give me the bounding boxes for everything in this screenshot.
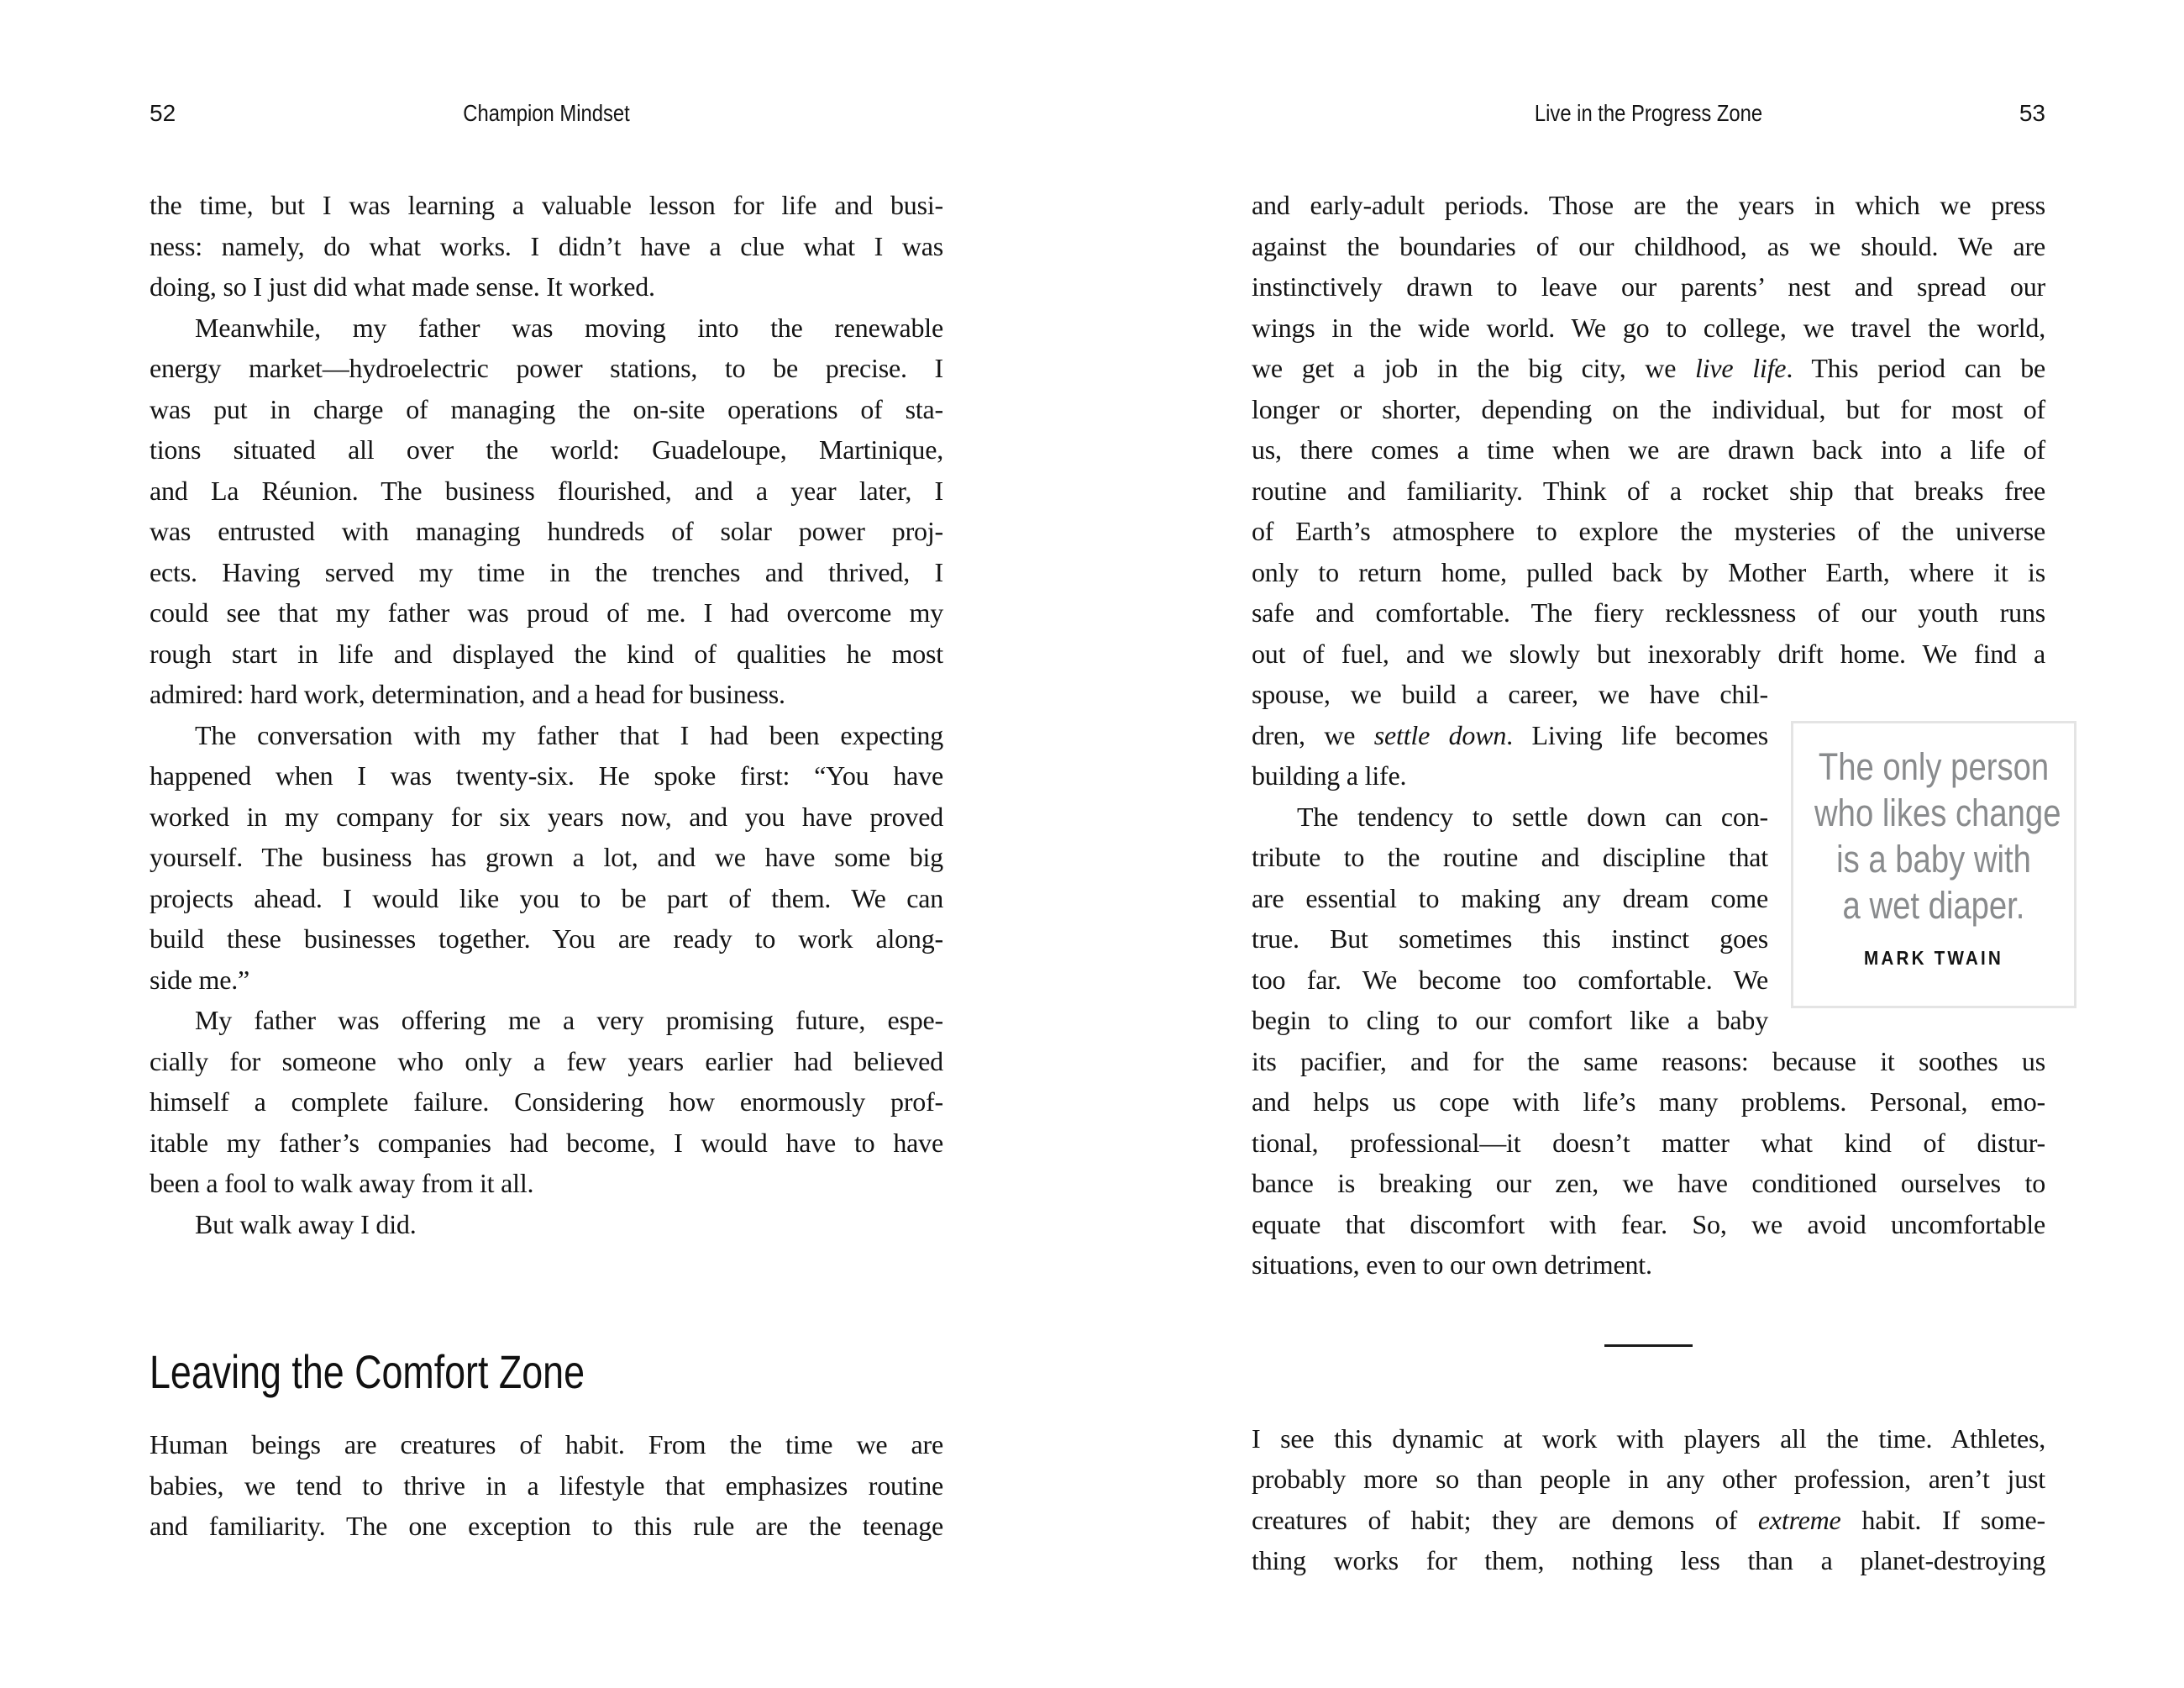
left-page-number: 52 (150, 100, 176, 126)
text-line: side me.” (150, 964, 250, 995)
text-line: begin to cling to our comfort like a baby (1252, 1005, 1768, 1035)
text-line: wings in the wide world. We go to college, we travel the world, (1252, 312, 2045, 343)
text-line: probably more so than people in any other profession, aren’t just (1252, 1464, 2045, 1494)
text-line: tribute to the routine and discipline that (1252, 842, 1768, 872)
text-line: creatures of habit; they are demons of extreme habit. If some- (1252, 1504, 2045, 1535)
text-line: us, there comes a time when we are drawn back into a life of (1252, 434, 2045, 465)
text-line: But walk away I did. (195, 1208, 417, 1239)
pull-quote-line: is a baby with (1836, 838, 2031, 881)
text-line: and familiarity. The one exception to this rule are the teenage (150, 1511, 943, 1541)
text-line: build these businesses together. You are ready to work along- (150, 923, 943, 954)
pull-quote-attribution: MARK TWAIN (1863, 947, 2004, 969)
left-page-text-column (150, 185, 943, 1547)
pull-quote-line: The only person (1818, 745, 2050, 788)
text-line: ects. Having served my time in the trenches and thrived, I (150, 556, 943, 587)
right-page-text-column (1252, 185, 2061, 1581)
text-line: energy market—hydroelectric power stations, to be precise. I (150, 353, 943, 383)
text-line: tions situated all over the world: Guadeloupe, Martinique, (150, 434, 943, 465)
pull-quote-box (1791, 721, 2076, 1008)
text-line: routine and familiarity. Think of a rocket ship that breaks free (1252, 475, 2045, 506)
text-line: and early-adult periods. Those are the years in which we press (1252, 190, 2045, 220)
text-line: tional, professional—it doesn’t matter what kind of distur- (1252, 1127, 2045, 1158)
text-line: was entrusted with managing hundreds of solar power proj- (150, 516, 943, 546)
right-running-head: Live in the Progress Zone (1534, 100, 1763, 126)
text-line: and La Réunion. The business flourished, and a year later, I (150, 475, 943, 506)
text-line: out of fuel, and we slowly but inexorably drift home. We find a (1252, 638, 2045, 669)
text-line: its pacifier, and for the same reasons: because it soothes us (1252, 1045, 2045, 1076)
text-line: too far. We become too comfortable. We (1252, 964, 1768, 995)
text-line: itable my father’s companies had become, I would have to have (150, 1127, 943, 1158)
text-line: equate that discomfort with fear. So, we avoid uncomfortable (1252, 1208, 2045, 1239)
text-line: longer or shorter, depending on the individual, but for most of (1252, 393, 2045, 424)
text-line: was put in charge of managing the on-site operations of sta- (150, 393, 943, 424)
text-line: the time, but I was learning a valuable lesson for life and busi- (150, 190, 943, 220)
pull-quote-line: who likes change (1814, 791, 2061, 834)
text-line: Meanwhile, my father was moving into the renewable (195, 312, 943, 343)
text-line: could see that my father was proud of me. I had overcome my (150, 597, 943, 628)
text-line: ness: namely, do what works. I didn’t have a clue what I was (150, 230, 943, 261)
text-line: cially for someone who only a few years earlier had believed (150, 1045, 943, 1076)
text-line: dren, we settle down. Living life becomes (1252, 719, 1768, 750)
section-heading: Leaving the Comfort Zone (150, 1345, 585, 1398)
text-line: spouse, we build a career, we have chil- (1252, 679, 1768, 709)
text-line: against the boundaries of our childhood, as we should. We are (1252, 230, 2045, 261)
text-line: been a fool to walk away from it all. (150, 1168, 534, 1198)
text-line: projects ahead. I would like you to be part of them. We can (150, 882, 943, 913)
text-line: of Earth’s atmosphere to explore the mysteries of the universe (1252, 516, 2045, 546)
text-line: worked in my company for six years now, and you have proved (150, 801, 943, 832)
text-line: thing works for them, nothing less than a planet-destroying (1252, 1545, 2045, 1575)
text-line: instinctively drawn to leave our parents’ nest and spread our (1252, 271, 2045, 302)
text-line: My father was offering me a very promising future, espe- (195, 1005, 943, 1035)
text-line: bance is breaking our zen, we have conditioned ourselves to (1252, 1168, 2045, 1198)
pull-quote-line: a wet diaper. (1842, 884, 2025, 927)
left-running-head: Champion Mindset (463, 100, 630, 126)
text-line: The conversation with my father that I had been expecting (195, 719, 943, 750)
text-line: doing, so I just did what made sense. It worked. (150, 271, 655, 302)
text-line: babies, we tend to thrive in a lifestyle that emphasizes routine (150, 1470, 943, 1501)
text-line: we get a job in the big city, we live life. This period can be (1252, 353, 2045, 383)
section-break-rule (1604, 1344, 1693, 1347)
text-line: and helps us cope with life’s many problems. Personal, emo- (1252, 1086, 2045, 1117)
text-line: situations, even to our own detriment. (1252, 1249, 1652, 1280)
text-line: happened when I was twenty-six. He spoke first: “You have (150, 760, 943, 791)
text-line: The tendency to settle down can con- (1297, 801, 1768, 832)
text-line: Human beings are creatures of habit. From the time we are (150, 1429, 943, 1459)
text-line: building a life. (1252, 760, 1407, 791)
text-line: himself a complete failure. Considering how enormously prof- (150, 1086, 943, 1117)
text-line: admired: hard work, determination, and a head for business. (150, 679, 785, 709)
text-line: rough start in life and displayed the kind of qualities he most (150, 638, 943, 669)
text-line: safe and comfortable. The fiery recklessness of our youth runs (1252, 597, 2045, 628)
text-line: I see this dynamic at work with players all the time. Athletes, (1252, 1422, 2045, 1454)
text-line: are essential to making any dream come (1252, 882, 1768, 913)
text-line: yourself. The business has grown a lot, and we have some big (150, 842, 943, 872)
right-page-number: 53 (2019, 100, 2045, 126)
text-line: true. But sometimes this instinct goes (1252, 923, 1768, 954)
text-line: only to return home, pulled back by Mother Earth, where it is (1252, 556, 2045, 587)
